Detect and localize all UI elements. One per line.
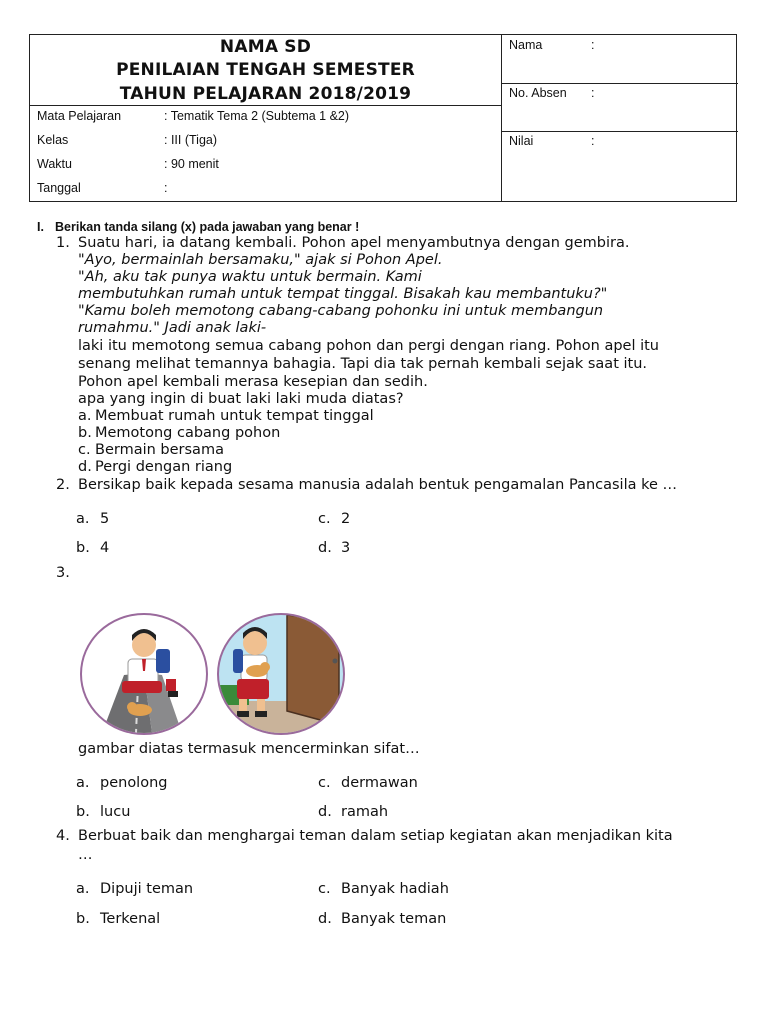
field-label-class: Kelas	[37, 133, 69, 147]
q2-text: Bersikap baik kepada sesama manusia adalah bentuk pengamalan Pancasila ke …	[78, 477, 678, 493]
q1-option-text[interactable]: Memotong cabang pohon	[95, 425, 281, 441]
field-label-time: Waktu	[37, 157, 72, 171]
school-name: NAMA SD	[219, 37, 312, 57]
illustration-helping-cat	[80, 613, 208, 735]
header-rule	[30, 105, 501, 106]
q3-option-text[interactable]: dermawan	[341, 775, 418, 791]
q2-option-letter: c.	[318, 511, 331, 527]
q4-option-text[interactable]: Banyak hadiah	[341, 881, 449, 897]
header-divider	[501, 35, 502, 201]
q4-option-letter: b.	[76, 911, 90, 927]
q3-option-text[interactable]: ramah	[341, 804, 389, 820]
q1-line: "Ah, aku tak punya waktu untuk bermain. Kami	[78, 269, 422, 285]
q2-option-text[interactable]: 2	[341, 511, 351, 527]
side-label-absen: No. Absen	[509, 86, 567, 100]
q4-option-letter: d.	[318, 911, 332, 927]
field-label-date: Tanggal	[37, 181, 81, 195]
q3-option-letter: c.	[318, 775, 331, 791]
q4-text: Berbuat baik dan menghargai teman dalam setiap kegiatan akan menjadikan kita	[78, 828, 673, 844]
q1-option-letter: c.	[78, 442, 91, 458]
q4-option-text[interactable]: Dipuji teman	[100, 881, 194, 897]
side-rule-2	[501, 131, 738, 132]
q1-option-letter: d.	[78, 459, 92, 475]
q3-caption: gambar diatas termasuk mencerminkan sifat…	[78, 741, 420, 757]
side-colon-absen: :	[591, 86, 595, 100]
boy-door-illustration	[219, 615, 343, 733]
q4-option-text[interactable]: Banyak teman	[341, 911, 447, 927]
q1-number: 1.	[56, 235, 70, 251]
q4-number: 4.	[56, 828, 70, 844]
side-rule-1	[501, 83, 738, 84]
q2-option-text[interactable]: 4	[100, 540, 110, 556]
q2-option-letter: a.	[76, 511, 90, 527]
exam-title: PENILAIAN TENGAH SEMESTER	[116, 60, 415, 80]
q2-option-letter: b.	[76, 540, 90, 556]
q1-line: "Ayo, bermainlah bersamaku," ajak si Pohon Apel.	[78, 252, 443, 268]
q1-option-letter: a.	[78, 408, 92, 424]
q3-option-letter: a.	[76, 775, 90, 791]
boy-road-illustration	[82, 615, 206, 733]
q1-option-text[interactable]: Pergi dengan riang	[95, 459, 233, 475]
q2-option-text[interactable]: 3	[341, 540, 351, 556]
field-value-subject: : Tematik Tema 2 (Subtema 1 &2)	[164, 109, 350, 123]
field-value-class: : III (Tiga)	[164, 133, 218, 147]
q3-option-text[interactable]: lucu	[100, 804, 131, 820]
q1-line: membutuhkan rumah untuk tempat tinggal. Bisakah kau membantuku?"	[78, 286, 608, 302]
q3-option-letter: b.	[76, 804, 90, 820]
q2-option-text[interactable]: 5	[100, 511, 110, 527]
q3-option-letter: d.	[318, 804, 332, 820]
section-number: I.	[37, 220, 44, 234]
q1-line: Suatu hari, ia datang kembali. Pohon apel menyambutnya dengan gembira.	[78, 235, 630, 251]
header-table	[29, 34, 737, 202]
q1-option-letter: b.	[78, 425, 92, 441]
illustration-holding-cat	[217, 613, 345, 735]
q2-option-letter: d.	[318, 540, 332, 556]
q2-number: 2.	[56, 477, 70, 493]
year-title: TAHUN PELAJARAN 2018/2019	[119, 84, 412, 104]
q1-question: apa yang ingin di buat laki laki muda diatas?	[78, 391, 404, 407]
side-colon-name: :	[591, 38, 595, 52]
q1-line: rumahmu." Jadi anak laki-	[78, 320, 267, 336]
q4-text-cont: …	[78, 847, 93, 863]
side-label-name: Nama	[509, 38, 543, 52]
q4-option-letter: c.	[318, 881, 331, 897]
field-value-time: : 90 menit	[164, 157, 219, 171]
q1-line: laki itu memotong semua cabang pohon dan pergi dengan riang. Pohon apel itu	[78, 338, 659, 354]
field-label-subject: Mata Pelajaran	[37, 109, 122, 123]
q1-option-text[interactable]: Bermain bersama	[95, 442, 224, 458]
q1-line: "Kamu boleh memotong cabang-cabang pohonku ini untuk membangun	[78, 303, 604, 319]
q1-line: senang melihat temannya bahagia. Tapi dia tak pernah kembali sejak saat itu.	[78, 356, 648, 372]
side-colon-score: :	[591, 134, 595, 148]
q1-line: Pohon apel kembali merasa kesepian dan sedih.	[78, 374, 428, 390]
q4-option-letter: a.	[76, 881, 90, 897]
section-instruction: Berikan tanda silang (x) pada jawaban yang benar !	[55, 220, 360, 234]
side-label-score: Nilai	[509, 134, 534, 148]
q1-option-text[interactable]: Membuat rumah untuk tempat tinggal	[95, 408, 374, 424]
field-value-date: :	[164, 181, 168, 195]
q3-number: 3.	[56, 565, 70, 581]
q4-option-text[interactable]: Terkenal	[100, 911, 161, 927]
q3-option-text[interactable]: penolong	[100, 775, 168, 791]
